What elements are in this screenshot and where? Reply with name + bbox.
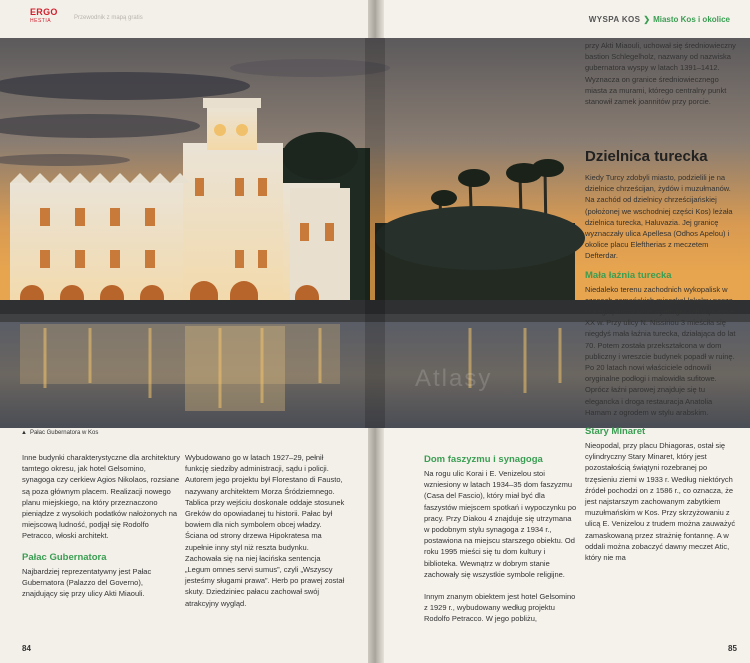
publisher-logo: [30, 7, 143, 26]
left-column-2: [185, 452, 345, 609]
paragraph: Wybudowano go w latach 1927–29, pełnił funkcję siedziby administracji, sądu i policji. Autorem jego projektu był Florestano di Fausto, nazywany architektem Morza Śródziemnego. Tablica przy wejściu doskonale oddaje stosunek Greków do opowiadanej tu historii. Pałac był bowiem dla nich symbolem obcej władzy. Ściana od strony drzewa Hipokratesa ma zupełnie inny styl niż reszta budynku. Zachowała się na niej łacińska sentencja „Legum omnes servi sumus”, czyli „Wszyscy jesteśmy sługami prawa”. Herb po prawej został skuty. Dziedziniec pałacu zachował swój atrakcyjny wygląd.: [185, 453, 345, 608]
caret-up-icon: ▲: [21, 430, 27, 436]
watermark-text: Atlasy: [415, 365, 493, 392]
heading-palace: Pałac Gubernatora: [22, 551, 107, 563]
paragraph: Innym znanym obiektem jest hotel Gelsomino z 1929 r., wybudowany według projektu Rodolfo Petracco. W jego pobliżu,: [424, 592, 576, 624]
chevron-right-icon: ❯: [643, 15, 651, 24]
heading-old-minaret: Stary Minaret: [585, 426, 646, 438]
brand-name: ERGO: [30, 7, 58, 17]
right-column-2-top: [585, 40, 740, 107]
brand-sub: HESTIA: [30, 18, 52, 24]
paragraph: Na rogu ulic Korai i E. Venizelou stoi wzniesiony w latach 1934–35 dom faszyzmu (Casa del Fascio), który miał być dla faszystów miejscem spotkań i wypoczynku po pracy. Przy Diakou 4 znajduje się utrzymana w podobnym stylu synagoga z 1934 r., postawiona na miejscu starszego obiektu. Od roku 1995 mieści się tu dom kultury i biblioteka. Wewnątrz w dobrym stanie zachowały się wszystkie symbole religijne.: [424, 469, 577, 579]
photo-caption: [21, 430, 98, 436]
paragraph: Nieopodal, przy placu Dhiagoras, ostał się cylindryczny Stary Minaret, który jest pozostałością świątyni rozebranej po trzęsieniu ziemi w 1933 r. Według niektórych źródeł pochodzi on z 1586 r., co oznacza, że jest najstarszym zachowanym zabytkiem muzułmańskim w Kos. Przy skrzyżowaniu z ulicą E. Venizelou z trudem można zauważyć zamaskowaną przez strażnię fontannę. A w oddali można zobaczyć dawny meczet Atic, który nie ma: [585, 441, 736, 563]
page-number-left: 84: [22, 644, 31, 653]
paragraph: Niedaleko terenu zachodnich wykopalisk w czasach osmańskich mieszkał lokalny pasza, którego potomkowie wyemigrowali w połowie XX w. Przy ulicy N. Nissiriou 3 mieściła się niegdyś mała łaźnia turecka, działająca do lat 70. Potem została przekształcona w dom publiczny i wreszcie budynek popadł w ruinę. Po 20 latach nowi właściciele odnowili oryginalne podłogi i malowidła sufitowe. Oprócz łaźni parowej znajduje się tu elegancka i droga restauracja Anatolia Hamam z ogrodem w stylu arabskim.: [585, 284, 736, 417]
brand-tagline: Przewodnik z mapą gratis: [74, 15, 143, 21]
heading-fascism-house: Dom faszyzmu i synagoga: [424, 454, 543, 465]
paragraph: Kiedy Turcy zdobyli miasto, podzielili je na dzielnice chrześcijan, żydów i muzułmanów. Na zachód od dzielnicy chrześcijańskiej (położonej we wschodniej części Kos) leżała dzielnica turecka, Haluvazia. Jej granicę wyznaczały ulica Apellesa (Odhos Apelou) i okolice placu Eleftherias z meczetem Defterdar.: [585, 173, 733, 261]
paragraph: przy Akti Miaouli, uchował się średniowieczny bastion Schlegelholz, nazwany od nazwiska gubernatora wyspy w latach 1391–1412. Wyznacza on granice średniowiecznego miasta za murami, którego centralny punkt stanowił zamek joannitów przy porcie.: [585, 41, 736, 107]
heading-turkish-district: Dzielnica turecka: [585, 148, 708, 165]
header-section: WYSPA KOS: [588, 15, 641, 24]
paragraph: Najbardziej reprezentatywny jest Pałac Gubernatora (Palazzo del Governo), znajdujący się przy ulicy Akti Miaouli.: [22, 566, 152, 599]
running-header: [589, 15, 730, 24]
heading-turkish-bath: Mała łaźnia turecka: [585, 269, 672, 281]
paragraph: Inne budynki charakterystyczne dla architektury tamtego okresu, jak hotel Gelsomino, synagoga czy cerkiew Agios Nikolaos, rozsiane są poza głównym placem. Realizacji nowego planu miejskiego, na który przeznaczono pieniądze z wysokich podatków nałożonych na miejscową ludność, podjął się Rodolfo Petracco, włoski architekt.: [22, 453, 180, 541]
right-column-2: [585, 172, 740, 563]
page-number-right: 85: [728, 644, 737, 653]
left-column-1: [22, 452, 180, 599]
right-column-1: [424, 452, 578, 625]
caption-text: Pałac Gubernatora w Kos: [29, 430, 99, 436]
header-subsection: Miasto Kos i okolice: [653, 15, 730, 24]
